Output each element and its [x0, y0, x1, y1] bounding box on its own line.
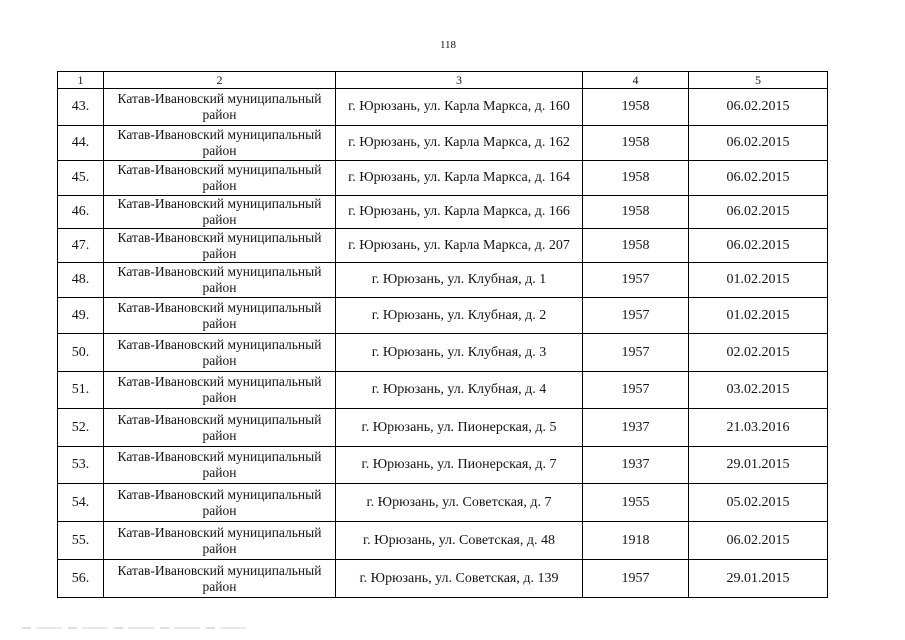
table-row: [58, 560, 828, 598]
address-cell: г. Юрюзань, ул. Карла Маркса, д. 166: [336, 196, 583, 229]
district-cell: Катав-Ивановский муниципальный район: [104, 298, 336, 334]
table-row: [58, 126, 828, 161]
address-cell: г. Юрюзань, ул. Клубная, д. 3: [336, 334, 583, 372]
district-cell: Катав-Ивановский муниципальный район: [104, 334, 336, 372]
header-col-3: 3: [336, 72, 583, 89]
year-cell: 1957: [583, 298, 689, 334]
header-col-5: 5: [689, 72, 828, 89]
district-cell: Катав-Ивановский муниципальный район: [104, 447, 336, 484]
table-body: [58, 89, 828, 598]
row-number-cell: 44.: [58, 126, 104, 161]
header-col-2: 2: [104, 72, 336, 89]
date-cell: 02.02.2015: [689, 334, 828, 372]
year-cell: 1957: [583, 560, 689, 598]
district-cell: Катав-Ивановский муниципальный район: [104, 522, 336, 560]
row-number-cell: 52.: [58, 409, 104, 447]
district-cell: Катав-Ивановский муниципальный район: [104, 409, 336, 447]
district-cell: Катав-Ивановский муниципальный район: [104, 372, 336, 409]
date-cell: 06.02.2015: [689, 89, 828, 126]
date-cell: 06.02.2015: [689, 196, 828, 229]
year-cell: 1957: [583, 372, 689, 409]
address-cell: г. Юрюзань, ул. Клубная, д. 2: [336, 298, 583, 334]
table-row: [58, 89, 828, 126]
date-cell: 06.02.2015: [689, 161, 828, 196]
year-cell: 1958: [583, 229, 689, 263]
date-cell: 06.02.2015: [689, 229, 828, 263]
date-cell: 06.02.2015: [689, 522, 828, 560]
year-cell: 1958: [583, 89, 689, 126]
date-cell: 29.01.2015: [689, 447, 828, 484]
registry-table: [57, 71, 828, 598]
year-cell: 1937: [583, 447, 689, 484]
date-cell: 05.02.2015: [689, 484, 828, 522]
district-cell: Катав-Ивановский муниципальный район: [104, 161, 336, 196]
row-number-cell: 45.: [58, 161, 104, 196]
table-row: [58, 196, 828, 229]
table-row: [58, 298, 828, 334]
table-row: [58, 372, 828, 409]
district-cell: Катав-Ивановский муниципальный район: [104, 196, 336, 229]
scan-artifact: [22, 627, 252, 629]
row-number-cell: 50.: [58, 334, 104, 372]
row-number-cell: 49.: [58, 298, 104, 334]
row-number-cell: 55.: [58, 522, 104, 560]
table-row: [58, 334, 828, 372]
header-col-1: 1: [58, 72, 104, 89]
row-number-cell: 53.: [58, 447, 104, 484]
row-number-cell: 51.: [58, 372, 104, 409]
year-cell: 1955: [583, 484, 689, 522]
date-cell: 29.01.2015: [689, 560, 828, 598]
table-row: [58, 161, 828, 196]
year-cell: 1957: [583, 263, 689, 298]
district-cell: Катав-Ивановский муниципальный район: [104, 263, 336, 298]
district-cell: Катав-Ивановский муниципальный район: [104, 229, 336, 263]
date-cell: 21.03.2016: [689, 409, 828, 447]
address-cell: г. Юрюзань, ул. Клубная, д. 1: [336, 263, 583, 298]
address-cell: г. Юрюзань, ул. Советская, д. 7: [336, 484, 583, 522]
row-number-cell: 54.: [58, 484, 104, 522]
table-header: [58, 72, 828, 89]
header-row: [58, 72, 828, 89]
table-row: [58, 484, 828, 522]
date-cell: 03.02.2015: [689, 372, 828, 409]
year-cell: 1937: [583, 409, 689, 447]
table-row: [58, 229, 828, 263]
date-cell: 01.02.2015: [689, 263, 828, 298]
year-cell: 1957: [583, 334, 689, 372]
address-cell: г. Юрюзань, ул. Карла Маркса, д. 207: [336, 229, 583, 263]
address-cell: г. Юрюзань, ул. Советская, д. 139: [336, 560, 583, 598]
row-number-cell: 46.: [58, 196, 104, 229]
district-cell: Катав-Ивановский муниципальный район: [104, 484, 336, 522]
table-row: [58, 522, 828, 560]
header-col-4: 4: [583, 72, 689, 89]
year-cell: 1958: [583, 196, 689, 229]
district-cell: Катав-Ивановский муниципальный район: [104, 126, 336, 161]
address-cell: г. Юрюзань, ул. Карла Маркса, д. 160: [336, 89, 583, 126]
table-row: [58, 263, 828, 298]
row-number-cell: 43.: [58, 89, 104, 126]
year-cell: 1958: [583, 126, 689, 161]
address-cell: г. Юрюзань, ул. Пионерская, д. 5: [336, 409, 583, 447]
table-row: [58, 409, 828, 447]
year-cell: 1918: [583, 522, 689, 560]
address-cell: г. Юрюзань, ул. Карла Маркса, д. 162: [336, 126, 583, 161]
date-cell: 01.02.2015: [689, 298, 828, 334]
year-cell: 1958: [583, 161, 689, 196]
district-cell: Катав-Ивановский муниципальный район: [104, 560, 336, 598]
district-cell: Катав-Ивановский муниципальный район: [104, 89, 336, 126]
address-cell: г. Юрюзань, ул. Карла Маркса, д. 164: [336, 161, 583, 196]
address-cell: г. Юрюзань, ул. Советская, д. 48: [336, 522, 583, 560]
address-cell: г. Юрюзань, ул. Пионерская, д. 7: [336, 447, 583, 484]
row-number-cell: 56.: [58, 560, 104, 598]
page-number: 118: [439, 39, 457, 51]
row-number-cell: 47.: [58, 229, 104, 263]
address-cell: г. Юрюзань, ул. Клубная, д. 4: [336, 372, 583, 409]
date-cell: 06.02.2015: [689, 126, 828, 161]
row-number-cell: 48.: [58, 263, 104, 298]
table-row: [58, 447, 828, 484]
